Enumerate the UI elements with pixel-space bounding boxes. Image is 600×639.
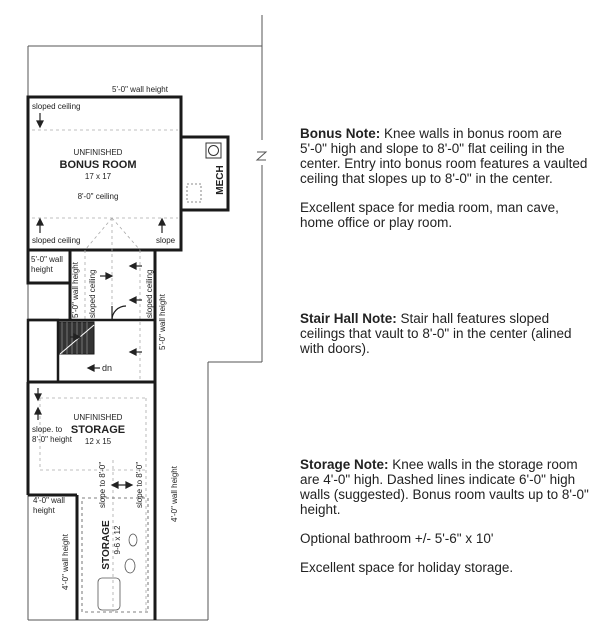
storage-slope-note-1: slope. to — [32, 425, 63, 434]
storage-status: UNFINISHED — [73, 413, 123, 422]
bonus-note — [300, 126, 590, 244]
storage-small-name: STORAGE — [101, 520, 112, 570]
bonus-size: 17 x 17 — [84, 172, 112, 181]
stair-note-text: Stair hall features sloped ceilings that vault to 8'-0" in the center (alined with doors). — [300, 311, 572, 356]
stair-vert-wall-height: 5'-0" wall height — [71, 262, 80, 318]
storage-lower-wall-2: height — [33, 506, 55, 515]
mech-label: MECH — [215, 165, 226, 195]
storage-note-heading: Storage Note: — [300, 457, 389, 472]
storage-lower-wall-1: 4'-0" wall — [33, 496, 65, 505]
bonus-name: BONUS ROOM — [59, 159, 137, 171]
storage-note — [300, 457, 590, 589]
bonus-slope-br: slope — [156, 236, 176, 245]
stair-vert-wall-right: 5'-0" wall height — [158, 294, 167, 350]
storage-small — [82, 498, 148, 612]
toilet-icon — [125, 559, 135, 573]
stair-dn: dn — [102, 363, 113, 373]
storage-note-bath: Optional bathroom +/- 5'-6" x 10' — [300, 531, 494, 546]
bonus-sloped-ceiling-bl: sloped ceiling — [32, 236, 81, 245]
bonus-room — [28, 85, 181, 250]
storage-room — [28, 382, 179, 620]
storage-vert-wall-right: 4'-0" wall height — [170, 466, 179, 522]
stair-note — [300, 311, 590, 370]
bonus-sloped-ceiling-tl: sloped ceiling — [32, 102, 81, 111]
storage-vert-slope-right: slope to 8'-0" — [135, 461, 144, 508]
storage-vert-slope-left: slope to 8'-0" — [98, 461, 107, 508]
stair-wall-left-2: height — [31, 265, 53, 274]
bonus-top-wall-label: 5'-0" wall height — [112, 85, 168, 94]
stair-vert-sloped-right: sloped ceiling — [145, 269, 154, 318]
bonus-note-extra: Excellent space for media room, man cave, home office or play room. — [300, 200, 559, 230]
storage-name: STORAGE — [70, 424, 126, 436]
stair-vert-sloped-left: sloped ceiling — [88, 269, 97, 318]
bathtub-icon — [98, 578, 120, 610]
storage-slope-note-2: 8'-0" height — [32, 435, 72, 444]
bonus-note-heading: Bonus Note: — [300, 126, 381, 141]
storage-small-size: 9-6 x 12 — [113, 525, 122, 555]
storage-note-text: Knee walls in the storage room are 4'-0" high. Dashed lines indicate 6'-0" high walls (suggested). Bonus room vaults up to 8'-0" height. — [300, 457, 589, 517]
bonus-note-text: Knee walls in bonus room are 5'-0" high and slope to 8'-0" flat ceiling in the center. Entry into bonus room features a vaulted ceiling that slopes up to 8'-0" in the center. — [300, 126, 588, 186]
storage-vert-wall-lower: 4'-0" wall height — [61, 534, 70, 590]
stair-note-heading: Stair Hall Note: — [300, 311, 397, 326]
bonus-status: UNFINISHED — [73, 148, 123, 157]
stair-arrows — [70, 263, 142, 371]
stair-wall-left-1: 5'-0" wall — [31, 255, 63, 264]
bonus-ceiling: 8'-0" ceiling — [77, 192, 119, 201]
storage-size: 12 x 15 — [84, 437, 112, 446]
storage-note-holiday: Excellent space for holiday storage. — [300, 560, 514, 575]
mech-closet — [181, 137, 228, 210]
sink-icon — [129, 534, 137, 546]
